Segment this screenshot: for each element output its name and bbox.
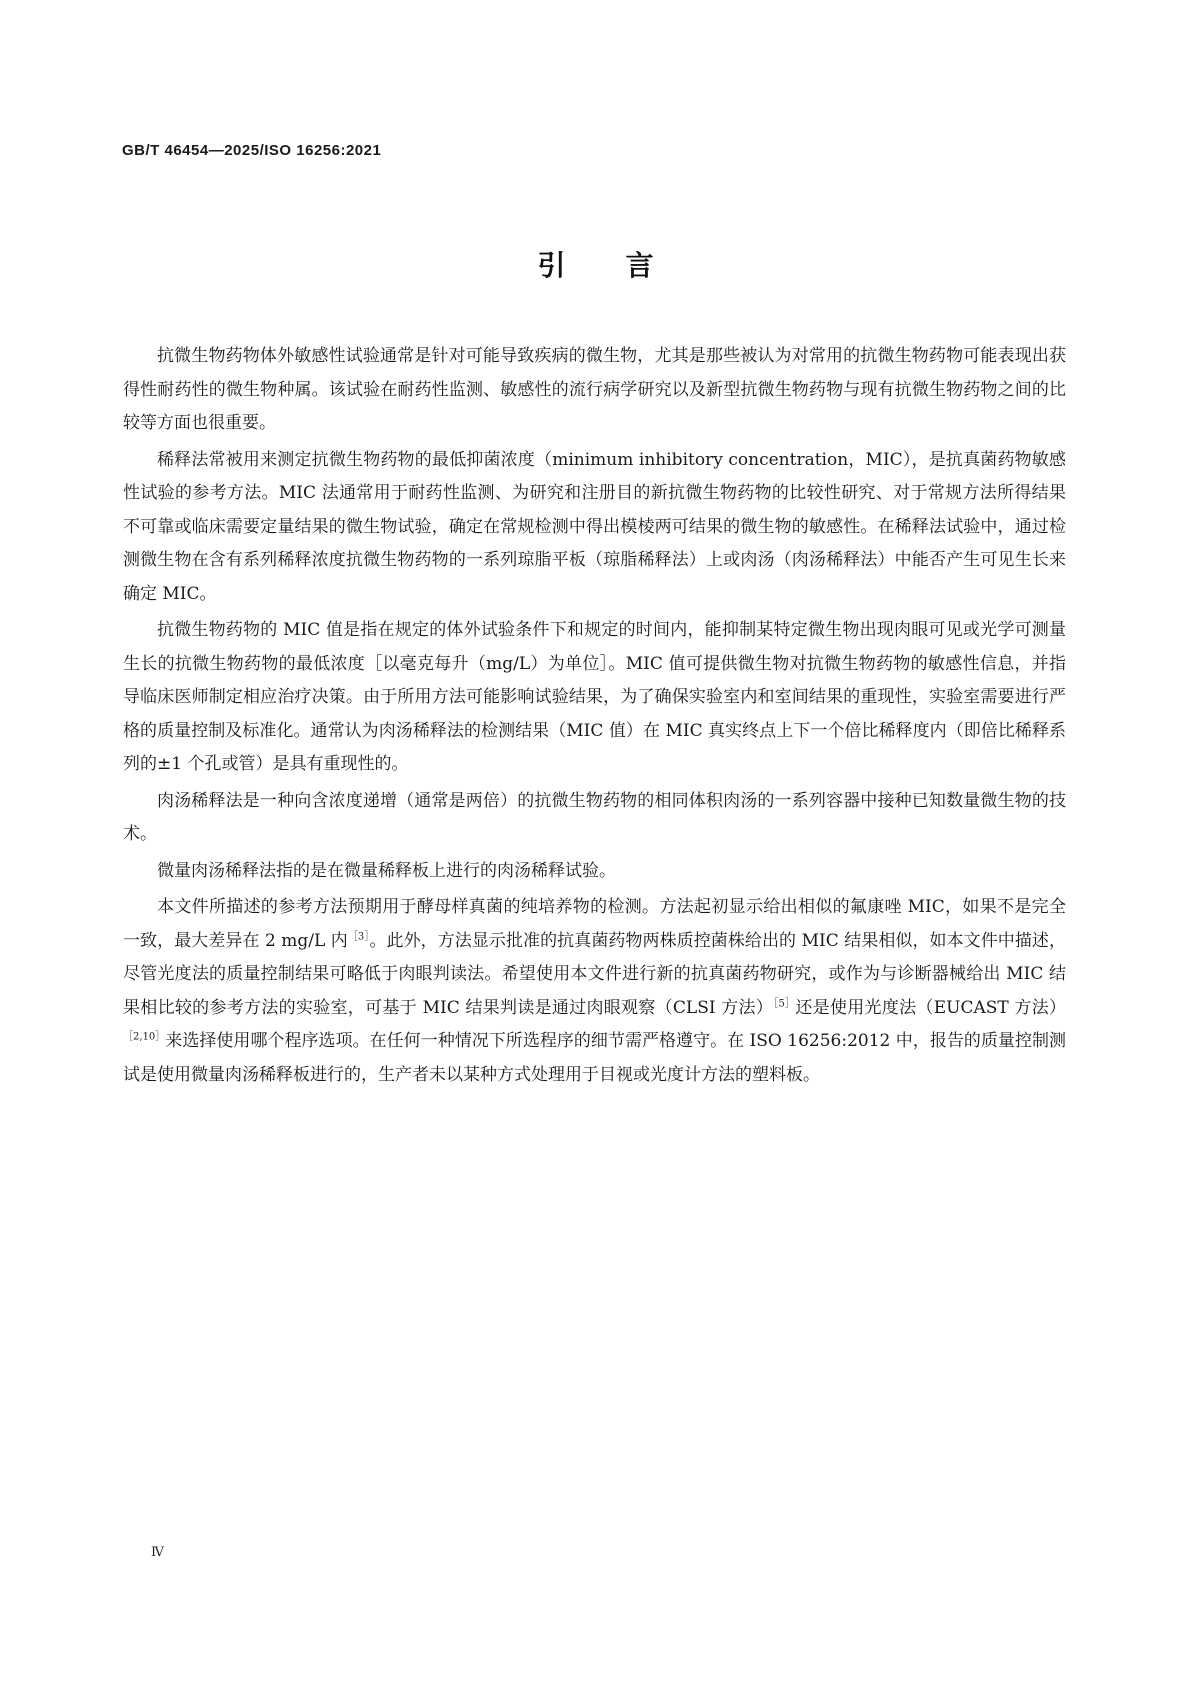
body-text: [123, 340, 1066, 1095]
citation-5[interactable]: ［5］: [773, 997, 796, 1009]
paragraph-3: 抗微生物药物的 MIC 值是指在规定的体外试验条件下和规定的时间内，能抑制某特定微生物出现肉眼可见或光学可测量生长的抗微生物药物的最低浓度［以毫克每升（mg/L）为单位］。MIC 值可提供微生物对抗微生物药物的敏感性信息，并指导临床医师制定相应治疗决策。由于所用方法可能影响试验结果，为了确保实验室内和室间结果的重现性，实验室需要进行严格的质量控制及标准化。通常认为肉汤稀释法的检测结果（MIC 值）在 MIC 真实终点上下一个倍比稀释度内（即倍比稀释系列的±1 个孔或管）是具有重现性的。: [123, 620, 1066, 774]
citation-2-10[interactable]: ［2,10］: [123, 1031, 166, 1043]
paragraph-1: 抗微生物药物体外敏感性试验通常是针对可能导致疾病的微生物，尤其是那些被认为对常用的抗微生物药物可能表现出获得性耐药性的微生物种属。该试验在耐药性监测、敏感性的流行病学研究以及新型抗微生物药物与现有抗微生物药物之间的比较等方面也很重要。: [123, 346, 1066, 433]
page-title: 引言: [537, 249, 714, 282]
page-number: Ⅳ: [151, 1545, 164, 1560]
paragraph-6-text-1: 本文件所描述的参考方法预期用于酵母样真菌的纯培养物的检测。方法起初显示给出相似的氟康唑 MIC，如果不是完全一致，最大差异在 2 mg/L 内: [123, 897, 1066, 951]
paragraph-5: 微量肉汤稀释法指的是在微量稀释板上进行的肉汤稀释试验。: [157, 860, 616, 881]
standard-code-header: GB/T 46454—2025/ISO 16256:2021: [122, 142, 382, 159]
paragraph-6-text-2: 。此外，方法显示批准的抗真菌药物两株质控菌株给出的 MIC 结果相似，如本文件中描述，尽管光度法的质量控制结果可略低于肉眼判读法。希望使用本文件进行新的抗真菌药物研究，或作为与诊断器械给出 MIC 结果相比较的参考方法的实验室，可基于 MIC 结果判读是通过肉眼观察（CLSI 方法）: [123, 930, 1067, 1018]
paragraph-6-text-4: 来选择使用哪个程序选项。在任何一种情况下所选程序的细节需严格遵守。在 ISO 16256:2012 中，报告的质量控制测试是使用微量肉汤稀释板进行的，生产者未以某种方式处理用于目视或光度计方法的塑料板。: [123, 1031, 1066, 1085]
citation-3[interactable]: ［3］: [347, 930, 370, 942]
paragraph-4: 肉汤稀释法是一种向含浓度递增（通常是两倍）的抗微生物药物的相同体积肉汤的一系列容器中接种已知数量微生物的技术。: [123, 790, 1066, 844]
paragraph-2: 稀释法常被用来测定抗微生物药物的最低抑菌浓度（minimum inhibitory concentration，MIC），是抗真菌药物敏感性试验的参考方法。MIC 法通常用于耐药性监测、为研究和注册目的新抗微生物药物的比较性研究、对于常规方法所得结果不可靠或临床需要定量结果的微生物试验，确定在常规检测中得出模棱两可结果的微生物的敏感性。在稀释法试验中，通过检测微生物在含有系列稀释浓度抗微生物药物的一系列琼脂平板（琼脂稀释法）上或肉汤（肉汤稀释法）中能否产生可见生长来确定 MIC。: [123, 449, 1066, 604]
paragraph-6: [123, 891, 1066, 1092]
paragraph-6-text-3: 还是使用光度法（EUCAST 方法）: [795, 997, 1066, 1018]
